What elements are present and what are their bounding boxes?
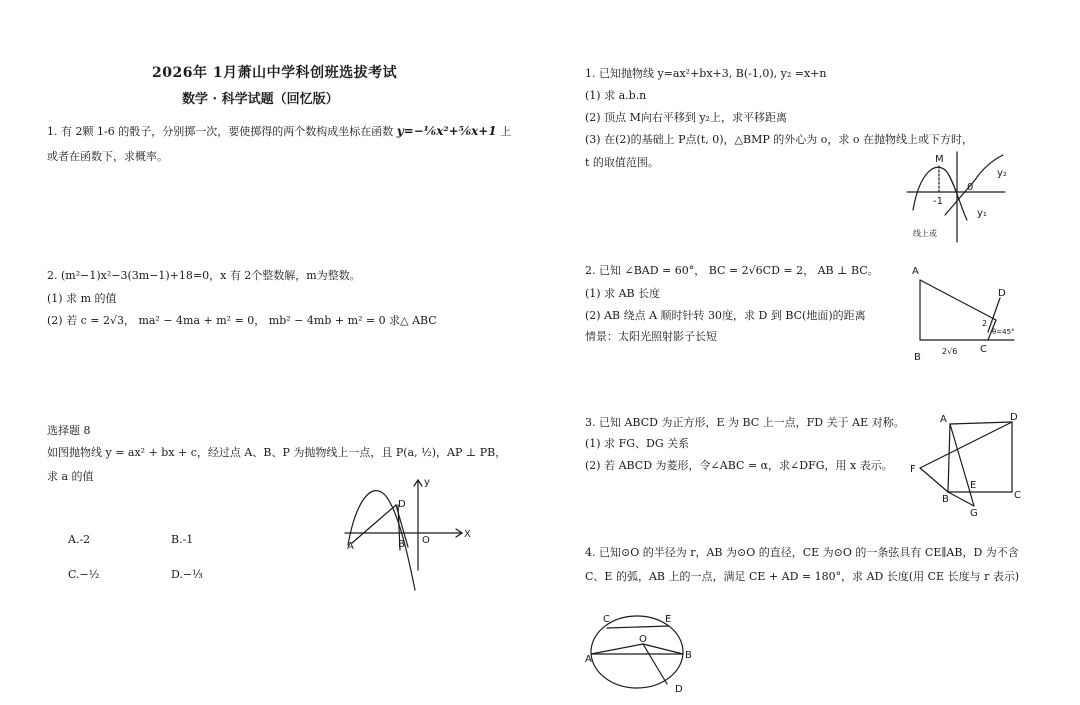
right-q1-part3b: t 的取值范围。: [585, 156, 659, 169]
r3-label-b: B: [942, 494, 949, 505]
exam-subtitle: 数学 · 科学试题（回忆版）: [182, 92, 339, 107]
r2-label-c: C: [980, 344, 987, 355]
left-q1-text: 1. 有 2颗 1-6 的骰子，分别掷一次，要使掷得的两个数构成坐标在函数: [47, 125, 394, 138]
left-q2-part1: (1) 求 m 的值: [47, 292, 117, 305]
r1-label-m: M: [935, 154, 944, 165]
r4-label-e: E: [665, 614, 672, 625]
mc-label-d: D: [398, 499, 406, 510]
r3-label-a: A: [940, 414, 947, 425]
r3-label-e: E: [970, 480, 977, 491]
right-q1-part3: (3) 在(2)的基础上 P点(t, 0)，△BMP 的外心为 o，求 o 在抛物线上或下方时，: [585, 133, 973, 146]
r3-label-c: C: [1014, 490, 1021, 501]
right-q2-part1: (1) 求 AB 长度: [585, 287, 661, 300]
left-q1-formula: y=−⅙x²+⅚x+1: [396, 124, 497, 138]
r4-label-c: C: [603, 614, 610, 625]
mc-option-a: A.-2: [68, 533, 91, 546]
r4-label-b: B: [685, 650, 692, 661]
r4-label-a: A: [585, 654, 592, 665]
r1-label-minus1: -1: [933, 196, 943, 207]
r4-label-o: O: [639, 634, 647, 645]
mc-parabola-sketch: [340, 475, 475, 595]
mc-option-d: D.−⅓: [171, 568, 203, 581]
right-q3-part1: (1) 求 FG、DG 关系: [585, 437, 690, 450]
r2-label-b: B: [914, 352, 921, 363]
left-q1-line2: 或者在函数下，求概率。: [47, 150, 168, 163]
right-q1-sketch: [905, 150, 1015, 245]
r2-label-theta: θ=45°: [992, 328, 1015, 336]
mc-heading: 选择题 8: [47, 424, 91, 437]
left-q1-post: 上: [500, 125, 512, 138]
r1-label-y2: y₂: [997, 168, 1007, 179]
r1-label-zero: 0: [967, 182, 974, 193]
mc-line2: 求 a 的值: [47, 470, 94, 483]
right-q2-part2: (2) AB 绕点 A 顺时针转 30度，求 D 到 BC(地面)的距离: [585, 309, 866, 322]
right-q3-line1: 3. 已知 ABCD 为正方形，E 为 BC 上一点，FD 关于 AE 对称。: [585, 416, 905, 429]
mc-label-x: X: [464, 529, 471, 540]
mc-option-c: C.−½: [68, 568, 100, 581]
r4-label-d: D: [675, 684, 683, 695]
right-q1-line1: 1. 已知抛物线 y=ax²+bx+3, B(-1,0), y₂ =x+n: [585, 67, 827, 80]
right-q1-part2: (2) 顶点 M向右平移到 y₂上，求平移距离: [585, 111, 787, 124]
right-q4-line2: C、E 的弧，AB 上的一点，满足 CE + AD = 180°，求 AD 长度(用 CE 长度与 r 表示): [585, 570, 1020, 583]
right-q2-sketch: [908, 262, 1023, 367]
mc-label-y: y: [424, 477, 430, 488]
mc-label-o: O: [422, 535, 430, 546]
mc-option-b: B.-1: [171, 533, 194, 546]
right-q3-part2: (2) 若 ABCD 为菱形，令∠ABC = α，求∠DFG，用 x 表示。: [585, 459, 893, 472]
left-q2-part2: (2) 若 c = 2√3， ma² − 4ma + m² = 0， mb² − 4mb + m² = 0 求△ ABC: [47, 314, 437, 327]
r1-label-y1: y₁: [977, 208, 987, 219]
mc-label-b: B: [398, 539, 405, 550]
right-q4-line1: 4. 已知⊙O 的半径为 r，AB 为⊙O 的直径，CE 为⊙O 的一条弦具有 CE∥AB，D 为不含: [585, 546, 1019, 559]
left-q1-line1: [47, 124, 511, 139]
r2-label-len: 2√6: [942, 347, 958, 356]
right-q2-part3: 情景：太阳光照射影子长短: [585, 330, 717, 343]
right-q3-sketch: [908, 410, 1028, 518]
right-q4-circle-sketch: [585, 610, 715, 698]
exam-title: 2026年 1月萧山中学科创班选拔考试: [152, 65, 398, 81]
mc-line1: 如图抛物线 y = ax² + bx + c，经过点 A、B、P 为抛物线上一点，且 P(a, ½)，AP ⊥ PB，: [47, 446, 507, 459]
r1-note: 线上或: [913, 229, 937, 238]
right-q2-line1: 2. 已知 ∠BAD = 60°， BC = 2√6CD = 2， AB ⊥ BC。: [585, 264, 879, 277]
mc-label-a: A: [347, 541, 354, 552]
r3-label-d: D: [1010, 412, 1018, 423]
r2-label-2: 2: [982, 319, 988, 328]
r2-label-d: D: [998, 288, 1006, 299]
r3-label-f: F: [910, 464, 916, 475]
r2-label-a: A: [912, 266, 919, 277]
right-q1-part1: (1) 求 a.b.n: [585, 89, 647, 102]
r3-label-g: G: [970, 508, 978, 519]
left-q2-line1: 2. (m²−1)x²−3(3m−1)+18=0，x 有 2个整数解，m为整数。: [47, 269, 361, 282]
